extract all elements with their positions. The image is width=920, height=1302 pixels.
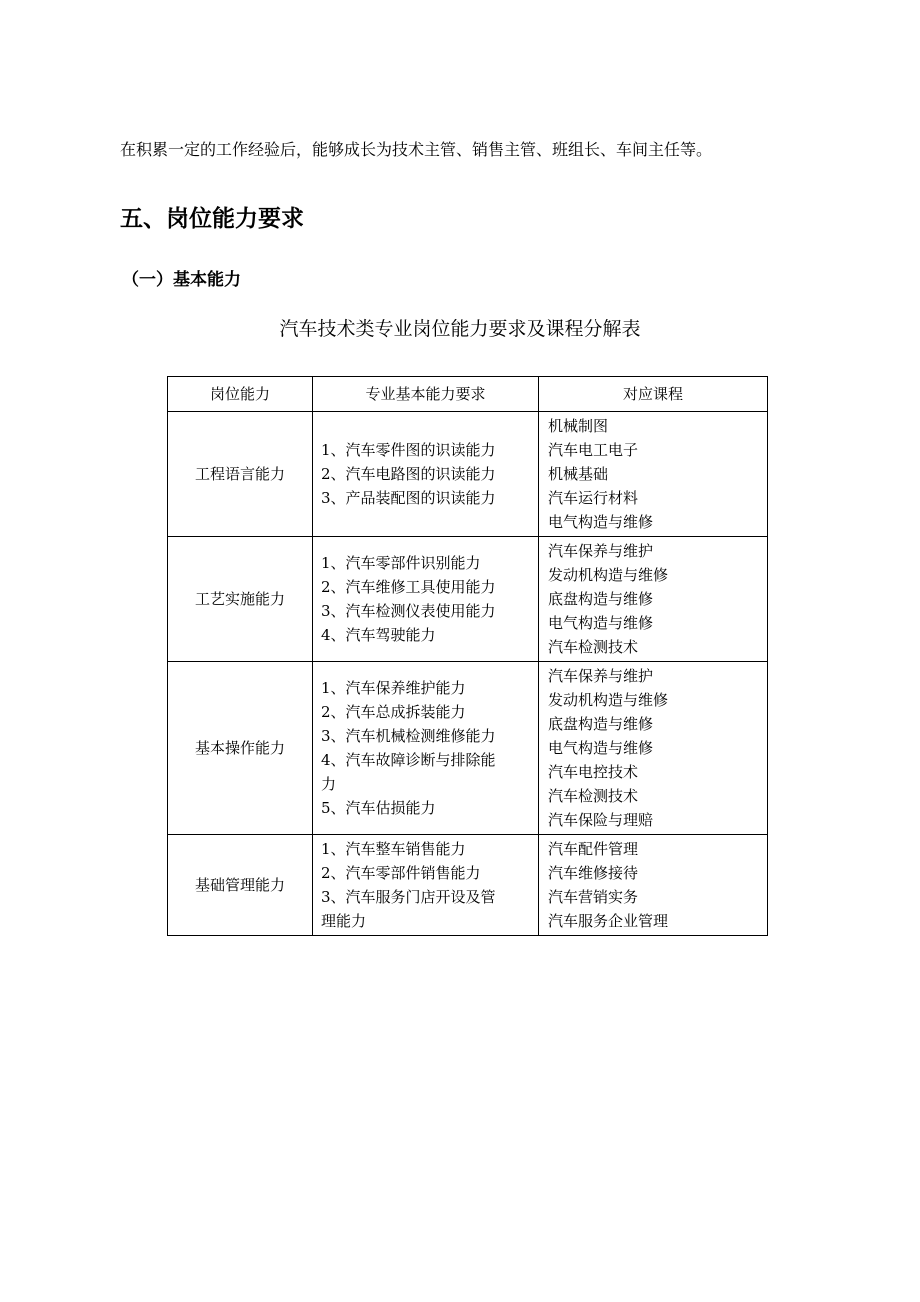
table-row [168,835,768,936]
course-item: 电气构造与维修 [548,614,654,632]
course-item: 电气构造与维修 [548,513,654,531]
course-item: 底盘构造与维修 [548,715,654,733]
requirements-cell [313,835,539,936]
course-item: 机械基础 [548,465,609,483]
course-item: 汽车电工电子 [548,441,639,459]
header-requirements: 专业基本能力要求 [313,377,539,412]
requirement-item: 3、汽车机械检测维修能力 [321,727,496,745]
course-item: 汽车营销实务 [548,888,639,906]
table-row [168,537,768,662]
course-item: 汽车保险与理赔 [548,811,654,829]
requirement-item: 2、汽车维修工具使用能力 [321,578,496,596]
course-item: 汽车电控技术 [548,763,639,781]
section-heading: 五、岗位能力要求 [120,206,304,232]
courses-cell [539,412,768,537]
requirement-item: 3、产品装配图的识读能力 [321,489,496,507]
course-item: 发动机构造与维修 [548,566,669,584]
requirement-item: 4、汽车故障诊断与排除能 [321,751,496,769]
requirement-item: 3、汽车服务门店开设及管 [321,888,496,906]
requirement-item: 1、汽车整车销售能力 [321,840,466,858]
requirement-item: 2、汽车总成拆装能力 [321,703,466,721]
requirement-item: 1、汽车零件图的识读能力 [321,441,496,459]
requirement-item: 3、汽车检测仪表使用能力 [321,602,496,620]
table-caption: 汽车技术类专业岗位能力要求及课程分解表 [279,318,641,340]
requirement-item: 2、汽车电路图的识读能力 [321,465,496,483]
course-item: 发动机构造与维修 [548,691,669,709]
course-item: 汽车服务企业管理 [548,912,669,930]
ability-cell: 工程语言能力 [168,412,313,537]
course-item: 汽车保养与维护 [548,542,654,560]
requirement-item: 1、汽车零部件识别能力 [321,554,481,572]
courses-cell [539,662,768,835]
requirement-item: 力 [321,775,337,793]
requirement-item: 2、汽车零部件销售能力 [321,864,481,882]
courses-cell [539,537,768,662]
requirements-cell [313,537,539,662]
course-item: 机械制图 [548,417,609,435]
table-row [168,412,768,537]
courses-cell [539,835,768,936]
requirements-cell [313,662,539,835]
requirements-cell [313,412,539,537]
course-item: 汽车检测技术 [548,787,639,805]
header-ability: 岗位能力 [168,377,313,412]
ability-cell: 工艺实施能力 [168,537,313,662]
ability-cell: 基础管理能力 [168,835,313,936]
course-item: 底盘构造与维修 [548,590,654,608]
course-item: 汽车保养与维护 [548,667,654,685]
course-item: 汽车配件管理 [548,840,639,858]
ability-course-table [167,376,768,936]
intro-paragraph: 在积累一定的工作经验后，能够成长为技术主管、销售主管、班组长、车间主任等。 [120,140,713,159]
requirement-item: 4、汽车驾驶能力 [321,626,436,644]
ability-cell: 基本操作能力 [168,662,313,835]
requirement-item: 5、汽车估损能力 [321,799,436,817]
requirement-item: 1、汽车保养维护能力 [321,679,466,697]
course-item: 汽车检测技术 [548,638,639,656]
table-row [168,662,768,835]
course-item: 汽车运行材料 [548,489,639,507]
subsection-heading: （一）基本能力 [122,270,241,290]
course-item: 电气构造与维修 [548,739,654,757]
table-header-row [168,377,768,412]
course-item: 汽车维修接待 [548,864,639,882]
requirement-item: 理能力 [321,912,367,930]
header-courses: 对应课程 [539,377,768,412]
